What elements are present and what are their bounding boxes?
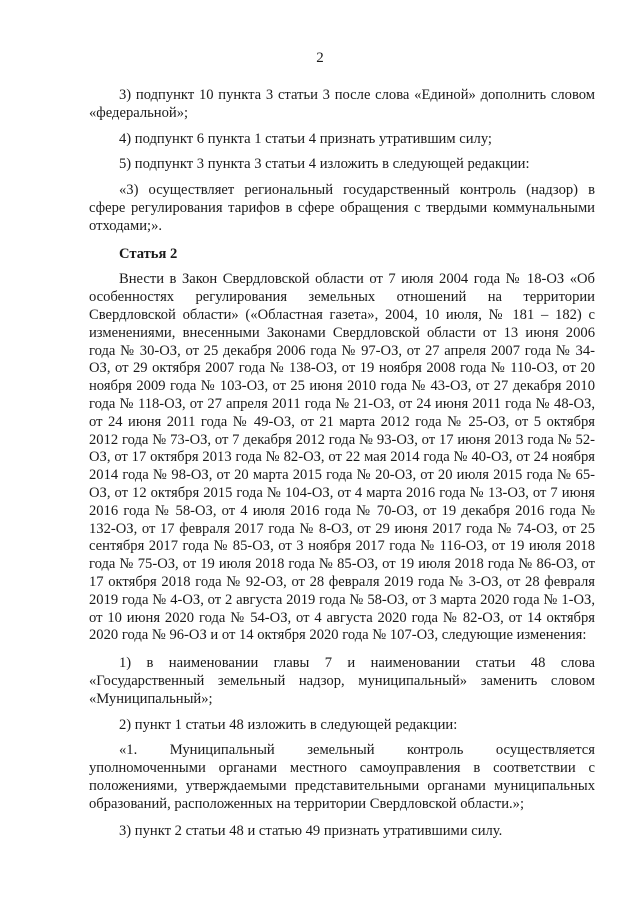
paragraph-item-4: 4) подпункт 6 пункта 1 статьи 4 признать утратившим силу;: [119, 130, 492, 147]
document-body: [89, 87, 595, 851]
article-heading: Статья 2: [119, 245, 178, 262]
page-number: 2: [316, 50, 324, 66]
quoted-amendment-text: «3) осуществляет региональный государственный контроль (надзор) в сфере регулирования тарифов в сфере обращения с твердыми коммунальными отходами;».: [89, 182, 595, 234]
paragraph-item-3: 3) подпункт 10 пункта 3 статьи 3 после слова «Единой» дополнить словом «федеральной»;: [89, 87, 595, 121]
quoted-new-wording: «1. Муниципальный земельный контроль осуществляется уполномоченными органами местного самоуправления в соответствии с положениями, утверждаемыми представительными органами муниципальных образований, расположенных на территории Свердловской области.»;: [89, 742, 595, 812]
change-item-2: 2) пункт 1 статьи 48 изложить в следующей редакции:: [119, 716, 458, 733]
paragraph-item-5: 5) подпункт 3 пункта 3 статьи 4 изложить в следующей редакции:: [119, 156, 530, 173]
change-item-1: 1) в наименовании главы 7 и наименовании статьи 48 слова «Государственный земельный надзор, муниципальный» заменить словом «Муниципальный»;: [89, 655, 595, 707]
change-item-3: 3) пункт 2 статьи 48 и статью 49 признать утратившими силу.: [119, 823, 503, 840]
article-2-body: Внести в Закон Свердловской области от 7 июля 2004 года № 18-ОЗ «Об особенностях регулирования земельных отношений на территории Свердловской области» («Областная газета», 2004, 10 июля, № 181 – 182) с изменениями, внесенными Законами Свердловской области от 13 июня 2006 года № 30-ОЗ, от 25 декабря 2006 года № 97-ОЗ, от 27 апреля 2007 года № 34-ОЗ, от 29 октября 2007 года № 138-ОЗ, от 19 ноября 2008 года № 110-ОЗ, от 20 ноября 2009 года № 103-ОЗ, от 25 июня 2010 года № 43-ОЗ, от 27 декабря 2010 года № 118-ОЗ, от 27 апреля 2011 года № 21-ОЗ, от 24 июня 2011 года № 48-ОЗ, от 24 июня 2011 года № 49-ОЗ, от 21 марта 2012 года № 25-ОЗ, от 5 октября 2012 года № 73-ОЗ, от 7 декабря 2012 года № 93-ОЗ, от 17 июня 2013 года № 52-ОЗ, от 17 октября 2013 года № 82-ОЗ, от 22 мая 2014 года № 40-ОЗ, от 24 ноября 2014 года № 98-ОЗ, от 20 марта 2015 года № 20-ОЗ, от 20 июля 2015 года № 65-ОЗ, от 12 октября 2015 года № 104-ОЗ, от 4 марта 2016 года № 13-ОЗ, от 7 июня 2016 года № 58-ОЗ, от 4 июля 2016 года № 70-ОЗ, от 19 декабря 2016 года № 132-ОЗ, от 17 февраля 2017 года № 8-ОЗ, от 29 июня 2017 года № 74-ОЗ, от 25 сентября 2017 года № 85-ОЗ, от 3 ноября 2017 года № 116-ОЗ, от 19 июля 2018 года № 75-ОЗ, от 19 июля 2018 года № 85-ОЗ, от 19 июля 2018 года № 86-ОЗ, от 17 октября 2018 года № 92-ОЗ, от 28 февраля 2019 года № 3-ОЗ, от 28 февраля 2019 года № 4-ОЗ, от 2 августа 2019 года № 58-ОЗ, от 3 марта 2020 года № 1-ОЗ, от 10 июня 2020 года № 54-ОЗ, от 4 августа 2020 года № 82-ОЗ, от 14 октября 2020 года № 96-ОЗ и от 14 октября 2020 года № 107-ОЗ, следующие изменения:: [89, 271, 595, 644]
